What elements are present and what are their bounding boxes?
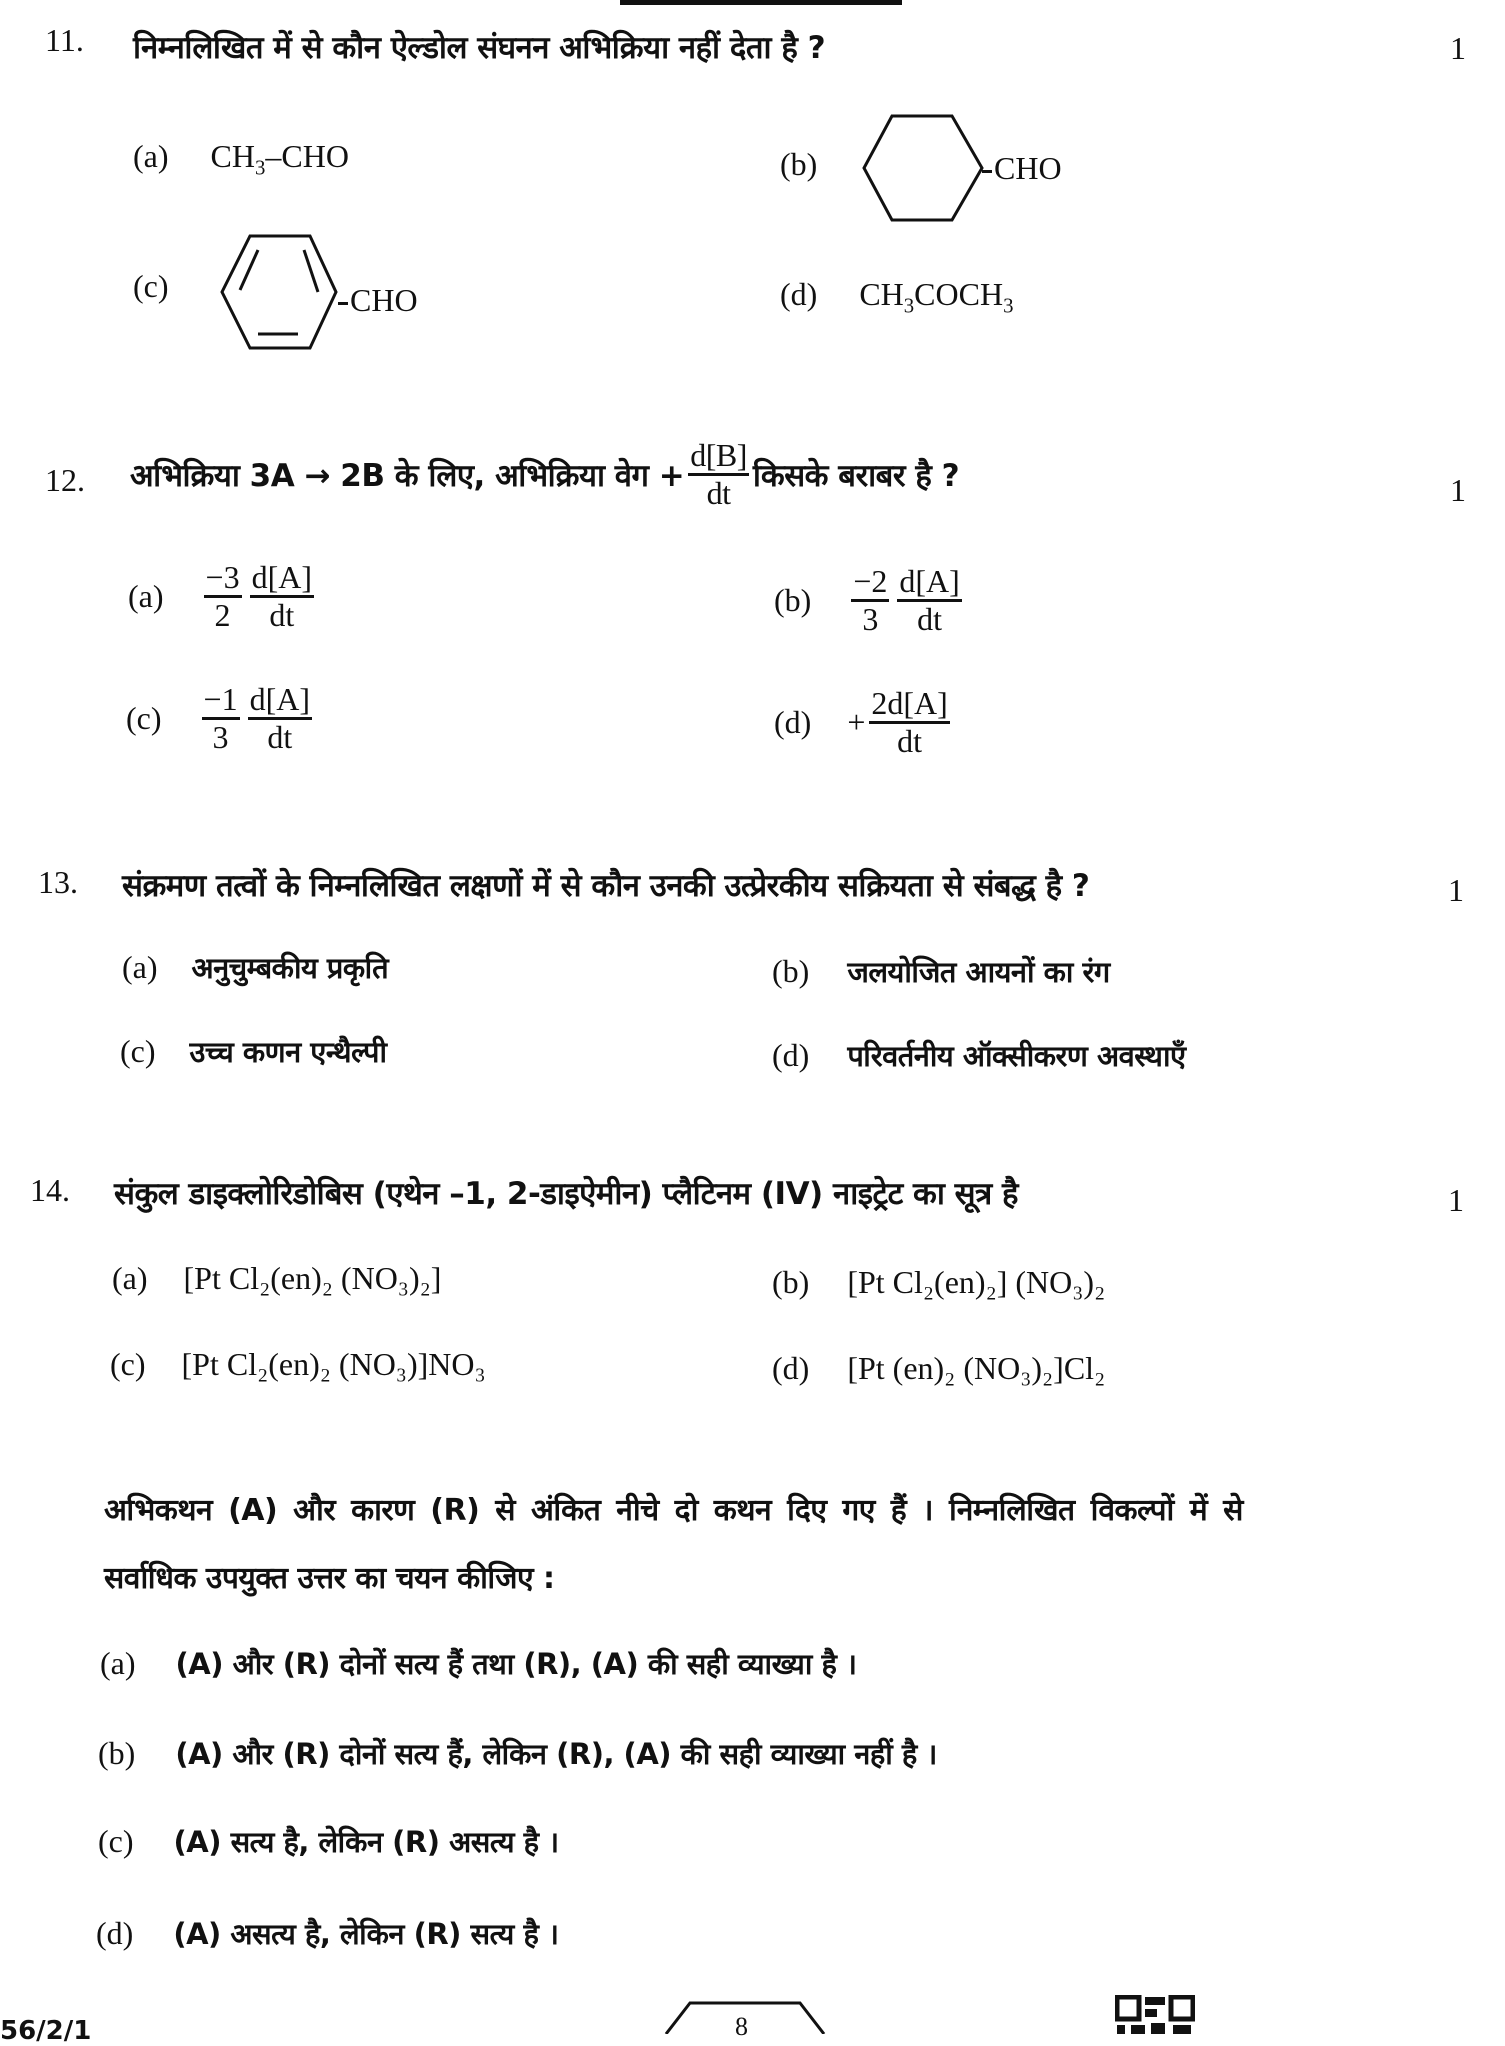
formula: $CH_3$–CHO — [210, 138, 349, 180]
q13-text: संक्रमण तत्वों के निम्नलिखित लक्षणों में से कौन उनकी उत्प्रेरकीय सक्रियता से संबद्ध है ? — [122, 868, 1090, 904]
q11-number: 11. — [45, 22, 84, 58]
assertion-option-b: (b) (A) और (R) दोनों सत्य हैं, लेकिन (R), (A) की सही व्याख्या नहीं है । — [98, 1735, 937, 1771]
q11-option-c-label: (c) — [133, 268, 169, 304]
assertion-option-c: (c) (A) सत्य है, लेकिन (R) असत्य है । — [98, 1823, 559, 1859]
assertion-option-a: (a) (A) और (R) दोनों सत्य हैं तथा (R), (A) की सही व्याख्या है । — [100, 1645, 857, 1681]
assertion-instruction-line1: अभिकथन (A) और कारण (R) से अंकित नीचे दो कथन दिए गए हैं । निम्नलिखित विकल्पों में से — [104, 1493, 1243, 1528]
q12-number: 12. — [45, 462, 85, 498]
benzene-ring-icon — [218, 232, 342, 354]
q11-option-a — [133, 138, 349, 180]
q11-option-b-group: CHO — [982, 150, 1062, 187]
q14-text: संकुल डाइक्लोरिडोबिस (एथेन –1, 2-डाइऐमीन) प्लैटिनम (IV) नाइट्रेट का सूत्र है — [114, 1176, 1018, 1212]
q11-option-c-group: CHO — [338, 282, 418, 319]
rate-fraction: $\frac{d[B]}{dt}$ — [690, 437, 747, 512]
q11-option-d — [780, 276, 1013, 318]
page-number: 8 — [735, 2012, 748, 2041]
q12-option-d: (d) + $\frac{2d[A]}{dt}$ — [774, 685, 948, 760]
q14-option-a: (a) [Pt Cl₂(en)₂ (NO₃)₂] — [112, 1260, 442, 1296]
q11-option-b-label: (b) — [780, 146, 818, 182]
q13-option-d: (d) परिवर्तनीय ऑक्सीकरण अवस्थाएँ — [772, 1037, 1186, 1073]
q12-option-b: (b) $\frac{-2}{3}$ $\frac{d[A]}{dt}$ — [774, 563, 960, 638]
q11-marks: 1 — [1450, 30, 1466, 66]
q13-marks: 1 — [1448, 872, 1464, 908]
q12-option-c: (c) $\frac{-1}{3}$ $\frac{d[A]}{dt}$ — [126, 681, 310, 756]
q13-option-b: (b) जलयोजित आयनों का रंग — [772, 953, 1110, 989]
q13-option-c: (c) उच्च कणन एन्थैल्पी — [120, 1033, 387, 1069]
q12-marks: 1 — [1450, 472, 1466, 508]
q12-text: अभिक्रिया 3A → 2B के लिए, अभिक्रिया वेग + $\frac{d[B]}{dt}$ किसके बराबर है ? — [130, 437, 960, 512]
assertion-option-d: (d) (A) असत्य है, लेकिन (R) सत्य है । — [96, 1915, 559, 1951]
footer-code: 56/2/1 — [0, 2016, 92, 2046]
q11-text: निम्नलिखित में से कौन ऐल्डोल संघनन अभिक्रिया नहीं देता है ? — [133, 30, 826, 66]
q14-marks: 1 — [1448, 1182, 1464, 1218]
q14-option-b: (b) [Pt Cl₂(en)₂] (NO₃)₂ — [772, 1264, 1106, 1300]
top-rule — [620, 0, 902, 5]
q13-number: 13. — [38, 864, 78, 900]
cyclohexane-ring-icon — [860, 112, 990, 224]
q14-number: 14. — [30, 1172, 70, 1208]
q13-option-a: (a) अनुचुम्बकीय प्रकृति — [122, 949, 389, 985]
option-label: (a) — [133, 138, 169, 174]
qr-code-icon — [1115, 1995, 1195, 2034]
q12-option-a: (a) $\frac{-3}{2}$ $\frac{d[A]}{dt}$ — [128, 559, 312, 634]
q14-option-c: (c) [Pt Cl₂(en)₂ (NO₃)]NO₃ — [110, 1346, 486, 1382]
option-label: (d) — [780, 276, 818, 312]
q14-option-d: (d) [Pt (en)₂ (NO₃)₂]Cl₂ — [772, 1350, 1106, 1386]
assertion-instruction-line2: सर्वाधिक उपयुक्त उत्तर का चयन कीजिए : — [104, 1561, 555, 1596]
formula: $CH_3COCH_3$ — [859, 276, 1014, 318]
